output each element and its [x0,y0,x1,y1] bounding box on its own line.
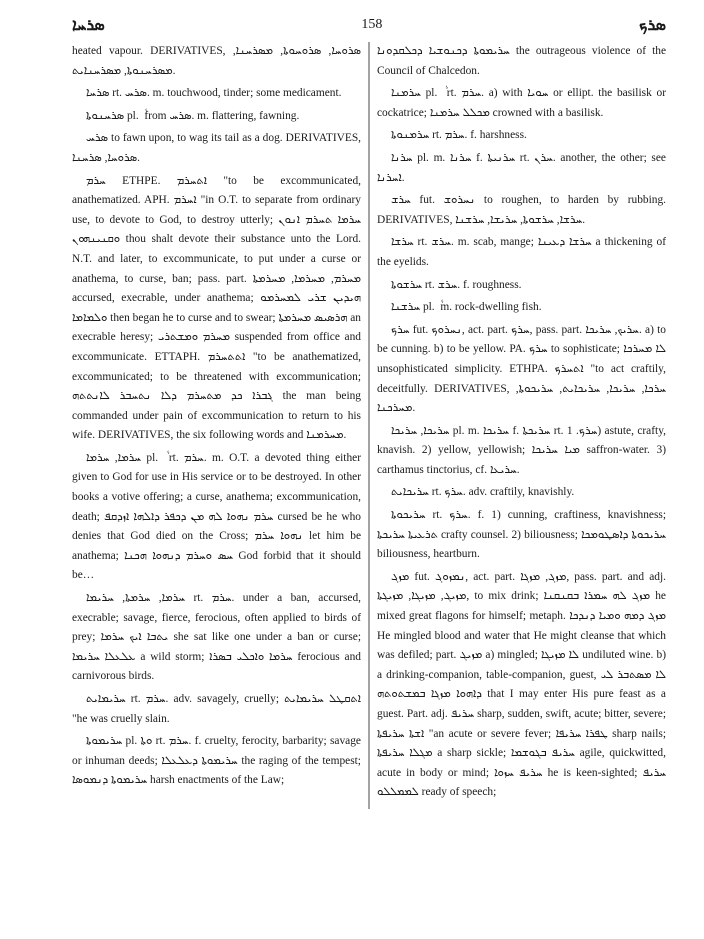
entry-text: ܚܪܝܟܘܬܐ rt. ܚܪܟ. f. 1) cunning, craftiness, knavishness; ܬܪܥܝܬܐ ܚܪܝܟܬܐ crafty counsel. 2) biliousness; ܚܪܝܟܘܬܐ ܕܐܣܛܘܡܟܐ biliousness, heartburn. [377,509,666,561]
dictionary-entry [377,321,666,419]
dictionary-entry [72,732,361,791]
entry-text: ܚܪܫ fut. ܢܚܪܘܫ to roughen, to harden by rubbing. DERIVATIVES, ܚܪܫܐ, ܚܪܫܘܬܐ, ܚܪܝܫܐ, ܚܪܫܢܐ. [377,194,666,226]
two-column-body [72,42,666,803]
dictionary-entry [377,483,666,503]
entry-text: ܚܪܫܢܐ pl. ܵ m. rock-dwelling fish. [391,301,542,314]
dictionary-entry [72,107,361,127]
entry-text: ܚܪܝܡܘܬܐ ܕܟܢܘܫܝܐ ܕܟܠܩܕܘܢܐ the outrageous violence of the Council of Chalcedon. [377,45,666,77]
entry-text: ܚܪܫܐ rt. ܚܪܫ. m. scab, mange; ܚܪܫܐ ܕܥܝܢܐ a thickening of the eyelids. [377,236,666,268]
dictionary-entry [377,42,666,81]
dictionary-entry [377,568,666,803]
entry-text: ܚܪܟ fut. ܢܚܪܘܟ, act. part. ܚܪܟ, pass. part. ܚܪܝܟ, ܚܪܝܟܐ. a) to be cunning. b) to be yellow. PA. ܚܪܟ to sophisticate; ܠܐ ܡܚܪܟܐ unsophisticated simplicity. ETHPA. ܐܬܚܪܟ "to act craftily, deceitfully. DERIVATIVES, ܚܪܟܐ, ܚܪܝܟܐ, ܚܪܝܟܐܝܬ, ܚܪܝܟܘܬܐ, ܡܚܪܟܢܐ. [377,323,666,415]
dictionary-entry [72,84,361,104]
dictionary-entry [377,126,666,146]
entry-text: ܣܪܚܐ rt. ܣܪܚ. m. touchwood, tinder; some medicament. [86,87,342,100]
left-headword: ܣܪܚܐ [72,15,105,34]
dictionary-entry [72,589,361,687]
entry-text: ܣܪܚ to fawn upon, to wag its tail as a dog. DERIVATIVES, ܣܪܘܚܐ, ܣܪܚܢܐ. [72,132,361,164]
entry-text: heated vapour. DERIVATIVES, ܣܪܘܚܐ, ܣܪܘܚܘܬܐ, ܡܣܪܚܢܐ, ܡܣܪܚܢܘܬܐ, ܡܣܪܚܢܐܝܬ. [72,45,362,77]
entry-text: ܚܪܡܢܐ pl. ܵ rt. ܚܪܡ. a) with ܚܘܝܐ or ellipt. the basilisk or cockatrice; ܡܟܠܠ ܚܪܡܢܐ crowned with a basilisk. [377,87,666,119]
entry-text: ܚܪܫܘܬܐ rt. ܚܪܫ. f. roughness. [391,278,522,291]
page-number: 158 [361,17,383,32]
dictionary-entry [72,42,361,81]
entry-text: ܚܪܡ ETHPE. ܐܬܚܪܡ "to be excommunicated, anathematized. APH. ܐܚܪܡ "in O.T. to separate from ordinary use, to devote to God, to destroy utterly; ܚܪܡܐ ܬܚܪܡ ܐܢܘܢ ܘܩܢܝܢܗܘܢ thou shalt devote their substance unto the Lord. N.T. and later, to excommunicate, to put under a curse or anathema, to curse, ban; pass. part. ܡܚܪܡ, ܡܚܪܡܐ, ܡܚܪܡܬܐ accursed, execrable, under anathema; ܗܝܕܝܢ ܫܪܝ ܠܡܚܪܡܘ ܘܠܡܐܡܐ then began he to curse and to swear; ܗܪܣܝܣ ܡܚܪܡܬܐ an execrable heresy; ܡܚܪܡ ܘܡܫܬܪܝ suspended from office and excommunicate. ETTAPH. ܐܬܬܚܪܡ "to be anathematized, excommunicated; to be threatened with excommunication; ܓܒܪܐ ܟܕ ܡܬܚܪܡ ܕܠܐ ܢܬܚܒܪ ܠܐܢܬܬܗ the man being commanded under pain of excommunication to return to his wife. DERIVATIVES, the six following words and ܡܚܪܡܢܐ. [72,174,362,442]
entry-text: ܚܪܡܐ, ܚܪܡܬܐ, ܚܪܝܡܐ rt. ܚܪܡ. under a ban, accursed, execrable; savage, fierce, ferocious, often applied to birds of prey; ܝܬܒܐ ܐܝܟ ܚܪܡܐ she sat like one under a ban or curse; ܥܠܥܠܐ ܚܪܝܡܐ a wild storm; ܚܪܡܐ ܘܐܟܠܝ ܒܣܪܐ ferocious and carnivorous birds. [72,592,362,683]
dictionary-entry [377,233,666,272]
dictionary-entry [377,276,666,296]
dictionary-entry [72,690,361,729]
entry-text: ܚܪܢܐ pl. m. ܚܪܢܐ f. ܚܪܢܝܬܐ rt. ܚܪܢ. another, the other; see ܐܚܪܢܐ. [377,151,666,184]
column-divider [369,42,370,809]
right-headword: ܣܪܟ [638,15,666,34]
dictionary-entry [72,449,361,586]
left-column [72,42,361,803]
entry-text: ܣܪܚܢܘܬܐ pl. ܵ from ܣܪܚ. m. flattering, fawning. [86,109,300,122]
dictionary-entry [72,129,361,168]
entry-text: ܚܪܡܐ, ܚܪܡܐ pl. ܵ rt. ܚܪܡ. m. O.T. a devoted thing either given to God for use in His service or to be destroyed. In other books a votive offering; a curse, anathema; excommunication, death; ܚܪܡ ܢܗܘܐ ܠܗ ܡܢ ܕܟܦܪ ܕܐܠܗܐ ܐܙܕܩܦ cursed be he who denies that God died on the Cross; ܢܗܘܐ ܚܪܡ let him be anathema; ܚܣ ܘܚܪܡ ܕܢܗܘܐ ܗܟܢܐ God forbid that it should be… [72,451,362,582]
dictionary-entry [377,506,666,565]
entry-text: ܚܪܝܡܘܬܐ pl. ܘܬܐ rt. ܚܪܡ. f. cruelty, ferocity, barbarity; savage or inhuman deeds; ܚܪܝܡܘܬܐ ܕܥܠܥܠܐ the raging of the tempest; ܚܪܝܡܘܬܐ ܕܢܡܘܣܐ harsh enactments of the Law; [72,735,361,787]
entry-text: ܚܪܝܟܐ, ܚܪܝܟܐ pl. m. ܚܪܝܟܐ f. ܚܪܝܟܬܐ rt. ܚܪܟ. 1) astute, crafty, knavish. 2) yellow, yellowish; ܡܝܐ ܚܪܝܟܐ saffron-water. 3) carthamus tinctorius, cf. ܚܪܝܥܐ. [377,424,666,476]
entry-text: ܚܪܡܢܘܬܐ rt. ܚܪܡ. f. harshness. [391,129,527,142]
dictionary-entry [377,191,666,230]
right-column [377,42,666,803]
dictionary-entry [377,298,666,318]
dictionary-entry [377,84,666,123]
running-header [72,14,666,36]
dictionary-entry [72,172,361,446]
entry-text: ܚܪܝܡܐܝܬ rt. ܚܪܡ. adv. savagely, cruelly; ܐܬܩܛܠ ܚܪܝܡܐܝܬ "he was cruelly slain. [72,693,361,725]
dictionary-entry [377,149,666,188]
entry-text: ܡܙܓ fut. ܢܡܙܘܓ, act. part. ܡܙܓ, ܡܙܓܐ, pass. part. and adj. ܡܙܝܓ, ܡܙܝܓܐ, ܡܙܝܓܬܐ, to mix drink; ܡܙܓ ܠܗ ܚܡܪܐ ܒܩܢܩܢܐ he mixed great flagons for himself; metaph. ܡܙܓ ܕܡܗ ܘܡܝܐ ܕܢܕܟܐ He mingled blood and water that He might cleanse that which was defiled; part. ܡܙܝܓ a) mingled; ܠܐ ܡܙܝܓܐ undiluted wine. b) a drinking-companion, table-companion, guest, ܠܐ ܡܣܬܒܪ ܠܝ ܕܐܗܘܐ ܡܙܓܐ ܒܡܫܬܘܬܗ that I may enter His pure feast as a guest. Part. adj. ܚܪܝܦ sharp, sudden, swift, acute; bitter, severe; ܐܫܬܐ ܚܪܝܦܬܐ "an acute or severe fever; ܛܦܪܐ ܚܪܝܦܐ sharp nails; ܡܓܠܐ ܚܪܝܦܬܐ a sharp sickle; ܚܪܝܦ ܒܓܘܫܡܐ agile, quickwitted, acute in body or mind; ܚܪܝܦ ܚܙܘܐ he is keen-sighted; ܚܪܝܦ ܠܡܡܠܠܘ ready of speech; [377,570,667,799]
entry-text: ܚܪܝܟܐܝܬ rt. ܚܪܟ. adv. craftily, knavishly. [391,486,575,499]
dictionary-entry [377,422,666,481]
